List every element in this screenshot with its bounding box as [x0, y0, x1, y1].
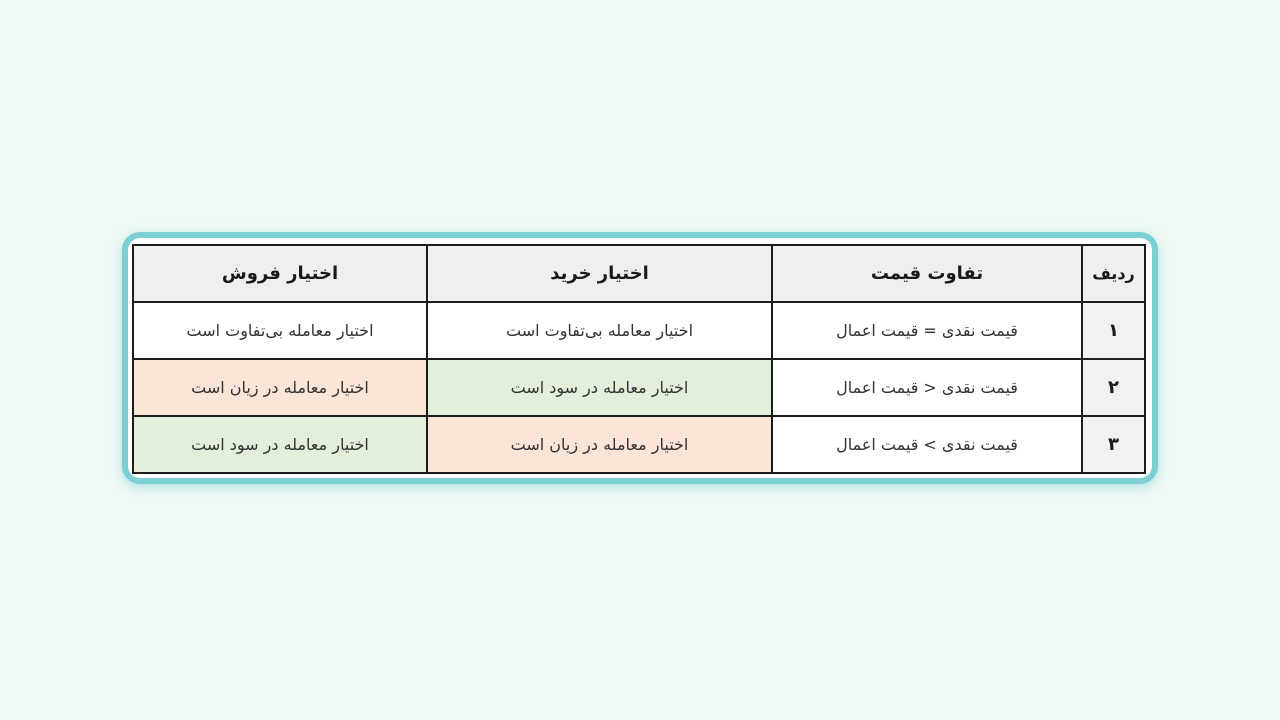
header-cell-put-option: اختیار فروش — [133, 245, 427, 302]
put-option-cell: اختیار معامله در زیان است — [133, 359, 427, 416]
options-table — [132, 244, 1146, 474]
header-cell-price-difference: تفاوت قیمت — [772, 245, 1082, 302]
header-cell-call-option: اختیار خرید — [427, 245, 772, 302]
price-difference-cell: قیمت نقدی = قیمت اعمال — [772, 302, 1082, 359]
put-option-cell: اختیار معامله بی‌تفاوت است — [133, 302, 427, 359]
header-row — [133, 245, 1145, 302]
header-cell-row-number: ردیف — [1082, 245, 1145, 302]
table-row — [133, 416, 1145, 473]
options-table-card — [122, 232, 1158, 484]
put-option-cell: اختیار معامله در سود است — [133, 416, 427, 473]
call-option-cell: اختیار معامله بی‌تفاوت است — [427, 302, 772, 359]
call-option-cell: اختیار معامله در زیان است — [427, 416, 772, 473]
table-row — [133, 302, 1145, 359]
row-index-cell: ۱ — [1082, 302, 1145, 359]
price-difference-cell: قیمت نقدی < قیمت اعمال — [772, 359, 1082, 416]
table-row — [133, 359, 1145, 416]
call-option-cell: اختیار معامله در سود است — [427, 359, 772, 416]
row-index-cell: ۲ — [1082, 359, 1145, 416]
row-index-cell: ۳ — [1082, 416, 1145, 473]
price-difference-cell: قیمت نقدی > قیمت اعمال — [772, 416, 1082, 473]
